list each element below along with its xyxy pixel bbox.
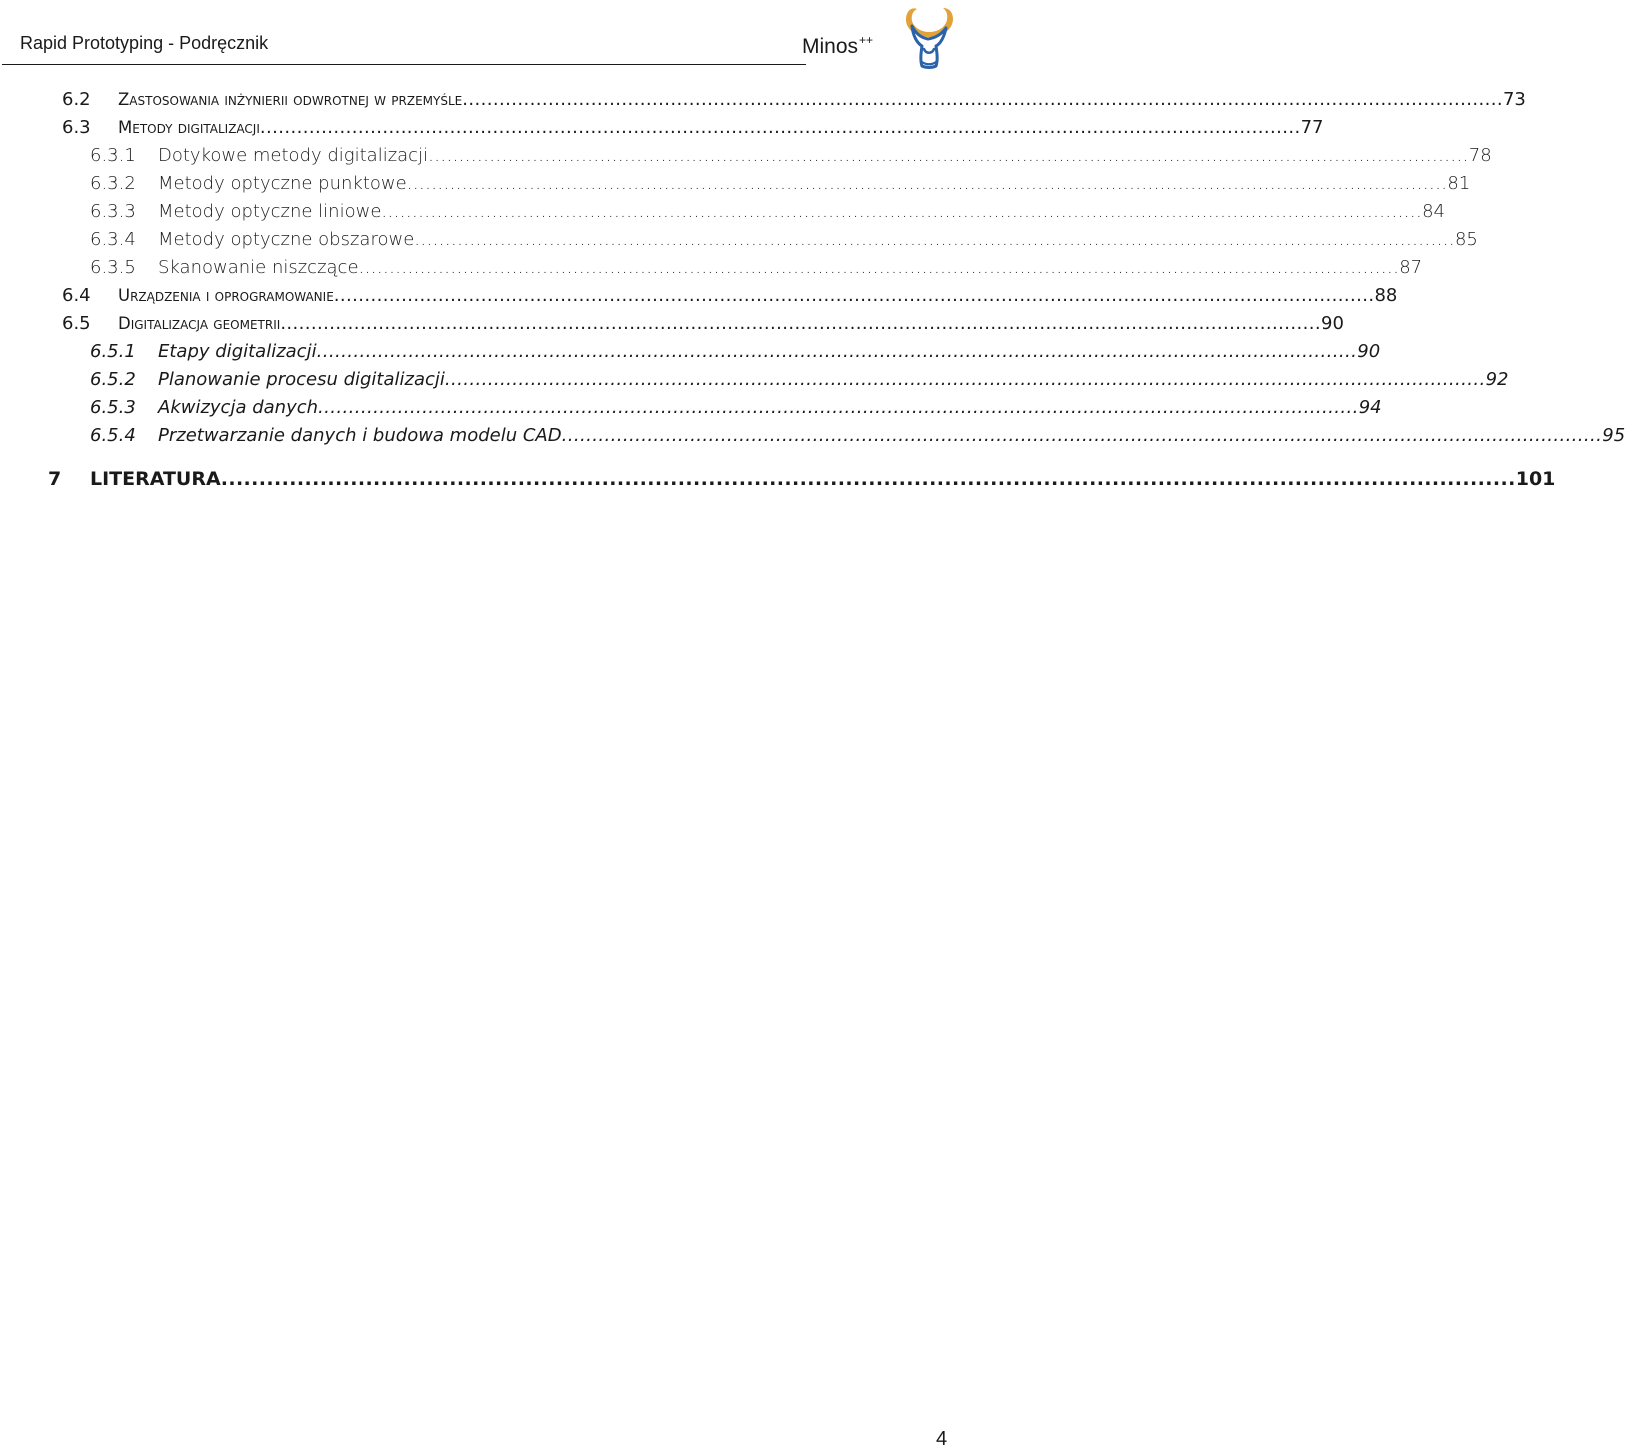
- toc-entry-page: 90: [1357, 341, 1381, 362]
- toc-entry[interactable]: [90, 254, 1423, 282]
- toc-leader-dots: ..........................................................................................................................................................................: [462, 89, 1503, 110]
- toc-leader-dots: ..........................................................................................................................................................................: [428, 145, 1469, 166]
- toc-entry-title: Skanowanie niszczące: [158, 257, 359, 278]
- toc-entry-number: 6.3.5: [90, 257, 136, 278]
- toc-entry-number: 6.5.4: [90, 425, 136, 446]
- toc-entry-page: 77: [1300, 117, 1324, 138]
- toc-entry-page: 78: [1468, 145, 1492, 166]
- toc-entry-page: 84: [1422, 201, 1445, 222]
- toc-leader-dots: ..........................................................................................................................................................................: [358, 257, 1400, 278]
- toc-entry[interactable]: [90, 366, 1509, 394]
- toc-entry-title: Akwizycja danych: [158, 397, 319, 418]
- document-title: Rapid Prototyping - Podręcznik: [20, 33, 269, 53]
- toc-entry-title: Metody optyczne liniowe: [158, 201, 382, 222]
- toc-entry-number: 6.3.4: [90, 229, 136, 250]
- toc-entry-title: LITERATURA: [90, 468, 221, 490]
- toc-leader-dots: ..........................................................................................................................................................................: [316, 341, 1358, 362]
- toc-entry-number: 7: [48, 468, 62, 490]
- toc-entry-number: 6.3.1: [90, 145, 136, 166]
- toc-entry-number: 6.5.3: [90, 397, 136, 418]
- toc-leader-dots: ..........................................................................................................................................................................: [259, 117, 1301, 138]
- toc-entry-title: Przetwarzanie danych i budowa modelu CAD: [158, 425, 562, 446]
- toc-entry-page: 81: [1447, 173, 1471, 194]
- toc-entry[interactable]: [90, 226, 1478, 254]
- toc-entry-number: 6.5.1: [90, 341, 136, 362]
- toc-entry-title: Urządzenia i oprogramowanie: [118, 286, 334, 305]
- toc-leader-dots: ..........................................................................................................................................................................: [561, 425, 1603, 446]
- toc-entry-page: 85: [1454, 229, 1478, 250]
- toc-entry-number: 6.5.2: [90, 369, 136, 390]
- toc-leader-dots: ..........................................................................................................................................................................: [406, 173, 1448, 194]
- toc-entry-page: 101: [1515, 468, 1556, 490]
- page-number: 4: [936, 1428, 948, 1450]
- toc-entry-page: 87: [1399, 257, 1423, 278]
- toc-leader-dots: ..........................................................................................................................................................................: [381, 201, 1423, 222]
- toc-leader-dots: ..........................................................................................................................................................................: [414, 229, 1455, 250]
- toc-entry-page: 73: [1502, 89, 1526, 110]
- toc-entry-title: Zastosowania inżynierii odwrotnej w przemyśle: [118, 90, 463, 109]
- toc-entry[interactable]: [90, 142, 1492, 170]
- table-of-contents: [0, 0, 1625, 520]
- toc-entry-number: 6.3.2: [90, 173, 136, 194]
- toc-entry-page: 95: [1602, 425, 1625, 446]
- toc-entry-title: Metody optyczne obszarowe: [158, 229, 415, 250]
- toc-entry-number: 6.2: [62, 89, 91, 110]
- toc-entry-number: 6.4: [62, 285, 91, 306]
- toc-entry-page: 92: [1485, 369, 1509, 390]
- toc-entry-number: 6.3.3: [90, 201, 136, 222]
- toc-leader-dots: ..........................................................................................................................................................................: [333, 285, 1375, 306]
- toc-leader-dots: ..........................................................................................................................................................................: [280, 313, 1321, 334]
- toc-entry[interactable]: [90, 394, 1382, 422]
- toc-entry-title: Digitalizacja geometrii: [118, 314, 281, 333]
- toc-entry[interactable]: [62, 86, 1526, 114]
- toc-entry-title: Dotykowe metody digitalizacji: [158, 145, 429, 166]
- toc-entry-title: Metody digitalizacji: [118, 118, 260, 137]
- toc-entry[interactable]: [62, 114, 1324, 142]
- toc-entry-title: Metody optyczne punktowe: [158, 173, 407, 194]
- toc-leader-dots: ..........................................................................................................................................................................: [318, 397, 1359, 418]
- toc-entry-number: 6.5: [62, 313, 91, 334]
- toc-entry[interactable]: [62, 310, 1344, 338]
- brand-text: Minos: [802, 35, 859, 58]
- toc-entry-number: 6.3: [62, 117, 91, 138]
- toc-entry[interactable]: [90, 198, 1445, 226]
- toc-entry-page: 94: [1358, 397, 1382, 418]
- toc-entry-page: 90: [1321, 313, 1344, 334]
- toc-entry[interactable]: [90, 170, 1471, 198]
- toc-entry[interactable]: [90, 422, 1625, 450]
- toc-entry[interactable]: [90, 338, 1381, 366]
- toc-leader-dots: ..........................................................................................................................................................................: [220, 468, 1516, 490]
- toc-entry-page: 88: [1374, 285, 1398, 306]
- toc-entry[interactable]: [48, 465, 1556, 493]
- toc-leader-dots: ..........................................................................................................................................................................: [444, 369, 1486, 390]
- toc-entry-title: Planowanie procesu digitalizacji: [158, 369, 445, 390]
- brand-superscript: ++: [859, 33, 874, 47]
- toc-entry-title: Etapy digitalizacji: [158, 341, 317, 362]
- toc-entry[interactable]: [62, 282, 1398, 310]
